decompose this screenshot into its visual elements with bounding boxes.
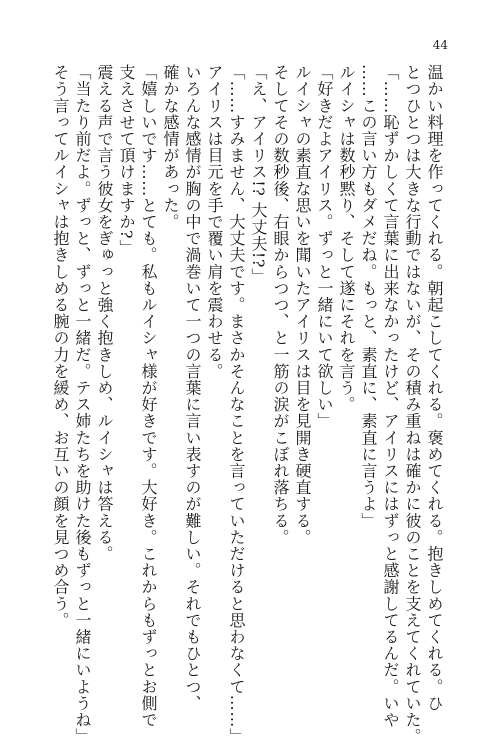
body-text: [49, 64, 445, 745]
text-line: 「好きだよアイリス。ずっと一緒にいて欲しい」: [315, 64, 334, 430]
text-line: 確かな感情があった。: [161, 64, 180, 230]
text-line: そしてその数秒後、右眼からつつ、と一筋の涙がこぼれ落ちる。: [271, 64, 290, 546]
text-line: 温かい料理を作ってくれる。朝起こしてくれる。褒めてくれる。抱きしめてくれる。ひ: [425, 64, 444, 712]
text-line: ルイシャの素直な思いを聞いたアイリスは目を見開き硬直する。: [293, 64, 312, 546]
text-line: そう言ってルイシャは抱きしめる腕の力を緩め、お互いの顔を見つめ合う。: [51, 64, 70, 629]
text-line: 震える声で言う彼女をぎゅっと強く抱きしめ、ルイシャは答える。: [95, 64, 114, 562]
text-line: 「……すみません、大丈夫です。まさかそんなことを言っていただけると思わなくて……」: [227, 64, 246, 745]
page-number: 44: [432, 38, 448, 52]
text-line: いろんな感情が胸の中で渦巻いて一つの言葉に言い表すのが難しい。それでもひとつ、: [183, 64, 202, 712]
text-line: アイリスは目元を手で覆い肩を震わせる。: [205, 64, 224, 380]
text-line: 支えさせて頂けますか?」: [117, 64, 136, 256]
text-line: 「え、アイリス!? 大丈夫!?」: [249, 64, 268, 285]
text-line: 「嬉しいです……とても。私もルイシャ様が好きです。大好き。これからもずっとお側で: [139, 64, 158, 728]
text-line: とつひとつは大きな行動ではないが、その積み重ねは確かに彼のことを支えてくれていた。: [403, 64, 422, 745]
text-line: 「当たり前だよ。ずっと、ずっと一緒だ。テス姉たちを助けた後もずっと一緒にいようね」: [73, 64, 92, 745]
text-line: ルイシャは数秒黙り、そして遂にそれを言う。: [337, 64, 356, 413]
text-line: 「……恥ずかしくて言葉に出来なかったけど、アイリスにはずっと感謝してるんだ。いや: [381, 64, 400, 728]
text-line: ……この言い方もダメだね。もっと、素直に、素直に言うよ」: [359, 64, 378, 529]
